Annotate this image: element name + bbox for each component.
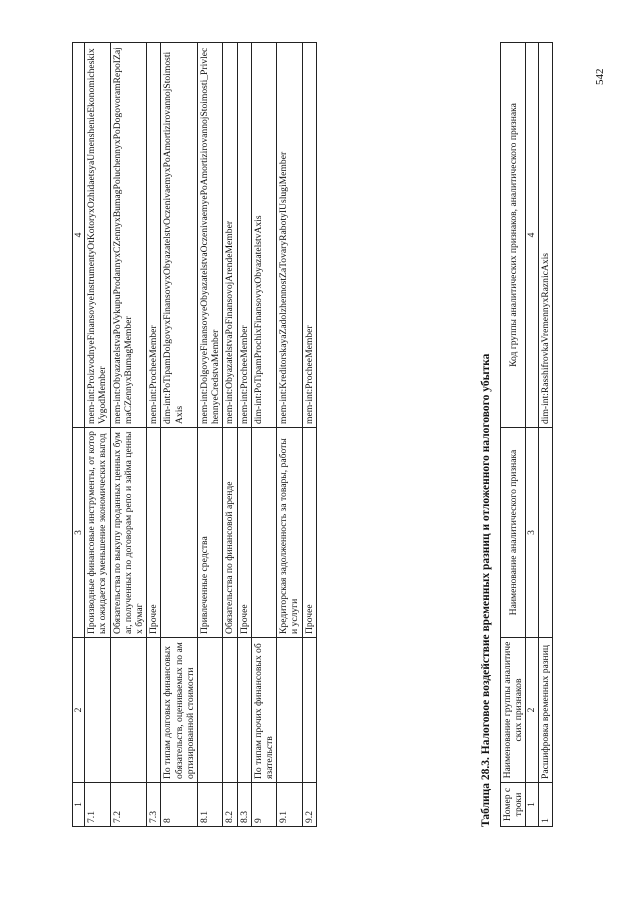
table-row — [110, 43, 147, 827]
index-cell: 4 — [526, 43, 538, 428]
cell-num: 8.2 — [223, 783, 237, 827]
cell-num: 9.1 — [277, 783, 302, 827]
cell-name: Прочее — [147, 428, 161, 638]
header-cell: Номер строки — [501, 783, 526, 827]
cell-code: mem-int:KreditorskayaZadolzhennostZaTovaryRabotyIUslugiMember — [277, 43, 302, 428]
cell-code: mem-int:DolgovyeFinansovyeObyazatelstvaOczenivaemyePoAmortizirovannojStoimosti_PrivlechennyeCredstvaMember — [198, 43, 223, 428]
cell-num: 9.2 — [302, 783, 316, 827]
cell-group — [302, 638, 316, 783]
cell-num: 9 — [251, 783, 276, 827]
cell-code: mem-int:ProcheeMember — [237, 43, 251, 428]
cell-name: Прочее — [302, 428, 316, 638]
header-cell: Наименование группы аналитических признаков — [501, 638, 526, 783]
index-cell: 3 — [73, 428, 85, 638]
cell-group — [147, 638, 161, 783]
index-cell: 4 — [73, 43, 85, 428]
cell-group — [223, 638, 237, 783]
cell-num: 1 — [538, 783, 552, 827]
cell-group — [85, 638, 110, 783]
table-row — [161, 43, 198, 827]
table-row — [85, 43, 110, 827]
cell-name: Обязательства по выкупу проданных ценных бумаг, полученных по договорам репо и займа ценных бумаг — [110, 428, 147, 638]
cell-name: Обязательства по финансовой аренде — [223, 428, 237, 638]
index-cell: 1 — [73, 783, 85, 827]
cell-code: dim-int:PoTipamDolgovyxFinansovyxObyazatelstvOczenivaemyxPoAmortizirovannojStoimostiAxis — [161, 43, 198, 428]
cell-group — [237, 638, 251, 783]
table-row — [302, 43, 316, 827]
cell-num: 8 — [161, 783, 198, 827]
cell-num: 8.1 — [198, 783, 223, 827]
index-cell: 3 — [526, 428, 538, 638]
cell-num: 7.1 — [85, 783, 110, 827]
table-row — [538, 43, 552, 827]
cell-code: mem-int:ProizvodnyeFinansovyeInstrumentyOtKotoryxOzhidaetsyaUmenshenieEkonomicheskixVygodMember — [85, 43, 110, 428]
index-cell: 1 — [526, 783, 538, 827]
cell-group — [198, 638, 223, 783]
tax-effect-table — [500, 42, 553, 827]
table-index-row — [526, 43, 538, 827]
cell-name: Кредиторская задолженность за товары, работы и услуги — [277, 428, 302, 638]
cell-code: dim-int:RasshifrovkaVremennyxRaznicAxis — [538, 43, 552, 428]
header-cell: Код группы аналитических признаков, аналитического признака — [501, 43, 526, 428]
table-row — [223, 43, 237, 827]
cell-num: 7.2 — [110, 783, 147, 827]
table-row — [277, 43, 302, 827]
header-cell: Наименование аналитического признака — [501, 428, 526, 638]
cell-code: mem-int:ProcheeMember — [302, 43, 316, 428]
cell-group — [277, 638, 302, 783]
cell-group: Расшифровка временных разниц — [538, 638, 552, 783]
cell-name: Прочее — [237, 428, 251, 638]
table-row — [147, 43, 161, 827]
cell-name — [251, 428, 276, 638]
index-cell: 2 — [73, 638, 85, 783]
cell-name: Привлеченные средства — [198, 428, 223, 638]
cell-code: mem-int:ObyazatelstvaPoFinansovojArendeMember — [223, 43, 237, 428]
cell-group — [110, 638, 147, 783]
cell-name: Производные финансовые инструменты, от которых ожидается уменьшение экономических выгод — [85, 428, 110, 638]
analytic-table — [72, 42, 317, 827]
page-number: 542 — [594, 68, 606, 85]
cell-group: По типам долговых финансовых обязательств, оцениваемых по амортизированной стоимости — [161, 638, 198, 783]
table-row — [198, 43, 223, 827]
cell-code: dim-int:PoTipamProchixFinansovyxObyazatelstvAxis — [251, 43, 276, 428]
cell-num: 8.3 — [237, 783, 251, 827]
table-row — [251, 43, 276, 827]
table-index-row — [73, 43, 85, 827]
cell-group: По типам прочих финансовых обязательств — [251, 638, 276, 783]
index-cell: 2 — [526, 638, 538, 783]
cell-num: 7.3 — [147, 783, 161, 827]
cell-code: mem-int:ProcheeMember — [147, 43, 161, 428]
cell-name — [161, 428, 198, 638]
table-caption: Таблица 28.3. Налоговое воздействие временных разниц и отложенного налогового убытка — [480, 353, 492, 827]
table-row — [237, 43, 251, 827]
cell-name — [538, 428, 552, 638]
cell-code: mem-int:ObyazatelstvaPoVykupuProdannyxCZennyxBumagPoluchennyxPoDogovoramRepoIZajmaCZennyxBumagMember — [110, 43, 147, 428]
table-header-row — [501, 43, 526, 827]
